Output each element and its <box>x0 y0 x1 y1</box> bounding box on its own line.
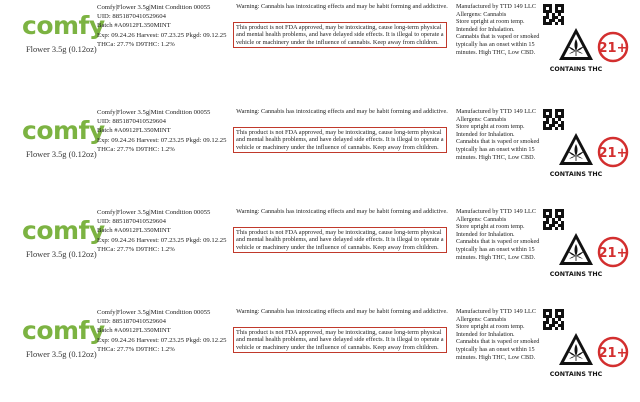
allergens-line: Allergens: Cannabis <box>456 10 507 18</box>
product-label <box>0 205 640 295</box>
product-label <box>0 0 640 90</box>
product-subtitle: Flower 3.5g (0.12oz) <box>26 350 97 359</box>
warning-heading: Warning: Cannabis has intoxicating effects and may be habit forming and addictive. <box>236 108 448 115</box>
dates-line: Exp: 09.24.26 Harvest: 07.23.25 Pkgd: 09.12.25 <box>97 31 227 39</box>
contains-thc-text: CONTAINS THC <box>549 171 603 178</box>
warning-box: This product is not FDA approved, may be intoxicating, cause long-term physical and mental health problems, and have delayed side effects. It is illegal to operate a vehicle or machinery under the influence of cannabis. Keep away from children. <box>233 127 447 153</box>
warning-box: This product is not FDA approved, may be intoxicating, cause long-term physical and mental health problems, and have delayed side effects. It is illegal to operate a vehicle or machinery under the influence of cannabis. Keep away from children. <box>233 22 447 48</box>
product-label <box>0 105 640 195</box>
intended-use-line: Intended for Inhalation. <box>456 230 515 238</box>
age-21-plus-icon <box>596 25 632 65</box>
onset-line-2: typically has an onset within 15 <box>456 40 535 48</box>
product-name-line: Comfy|Flower 3.5g|Mint Condition 00055 <box>97 4 211 11</box>
uid-line: UID: 8851870410529604 <box>97 218 166 226</box>
warning-heading: Warning: Cannabis has intoxicating effects and may be habit forming and addictive. <box>236 308 448 315</box>
onset-line-2: typically has an onset within 15 <box>456 245 535 253</box>
onset-line-2: typically has an onset within 15 <box>456 345 535 353</box>
manufacturer-line: Manufactured by TTD 149 LLC <box>456 308 536 315</box>
contains-thc-warning-icon <box>549 26 603 78</box>
storage-line: Store upright at room temp. <box>456 223 525 231</box>
contains-thc-text: CONTAINS THC <box>549 271 603 278</box>
manufacturer-info <box>456 108 548 161</box>
qr-module <box>561 22 564 25</box>
dates-line: Exp: 09.24.26 Harvest: 07.23.25 Pkgd: 09.12.25 <box>97 336 227 344</box>
manufacturer-info <box>456 3 548 56</box>
contains-thc-warning-icon <box>549 231 603 283</box>
qr-code-icon <box>543 309 564 330</box>
age-21-plus-icon <box>596 330 632 370</box>
onset-line-1: Cannabis that is vaped or smoked <box>456 338 540 346</box>
uid-line: UID: 8851870410529604 <box>97 118 166 126</box>
age-text: 21+ <box>598 146 628 161</box>
age-text: 21+ <box>598 41 628 56</box>
age-21-plus-icon <box>596 130 632 170</box>
uid-line: UID: 8851870410529604 <box>97 318 166 326</box>
storage-line: Store upright at room temp. <box>456 123 525 131</box>
qr-code-icon <box>543 209 564 230</box>
intended-use-line: Intended for Inhalation. <box>456 25 515 33</box>
contains-thc-warning-icon <box>549 131 603 183</box>
brand-logo: comfy <box>22 216 105 245</box>
contains-thc-text: CONTAINS THC <box>549 371 603 378</box>
onset-line-1: Cannabis that is vaped or smoked <box>456 138 540 146</box>
age-text: 21+ <box>598 246 628 261</box>
warning-heading: Warning: Cannabis has intoxicating effects and may be habit forming and addictive. <box>236 208 448 215</box>
manufacturer-info <box>456 308 548 361</box>
batch-line: Batch #A0912FL350MINT <box>97 227 171 235</box>
brand-logo: comfy <box>22 116 105 145</box>
dates-line: Exp: 09.24.26 Harvest: 07.23.25 Pkgd: 09.12.25 <box>97 236 227 244</box>
manufacturer-line: Manufactured by TTD 149 LLC <box>456 108 536 115</box>
qr-code-icon <box>543 109 564 130</box>
contains-thc-text: CONTAINS THC <box>549 66 603 73</box>
contains-thc-warning-icon <box>549 331 603 383</box>
batch-line: Batch #A0912FL350MINT <box>97 327 171 335</box>
product-label <box>0 305 640 395</box>
manufacturer-line: Manufactured by TTD 149 LLC <box>456 208 536 215</box>
product-info <box>97 108 247 154</box>
warning-heading: Warning: Cannabis has intoxicating effects and may be habit forming and addictive. <box>236 3 448 10</box>
product-subtitle: Flower 3.5g (0.12oz) <box>26 150 97 159</box>
brand-logo: comfy <box>22 11 105 40</box>
dates-line: Exp: 09.24.26 Harvest: 07.23.25 Pkgd: 09.12.25 <box>97 136 227 144</box>
onset-line-3: minutes. High THC, Low CBD. <box>456 48 536 56</box>
potency-line: THCa: 27.7% D9THC: 1.2% <box>97 245 175 253</box>
storage-line: Store upright at room temp. <box>456 18 525 26</box>
warning-box: This product is not FDA approved, may be intoxicating, cause long-term physical and mental health problems, and have delayed side effects. It is illegal to operate a vehicle or machinery under the influence of cannabis. Keep away from children. <box>233 227 447 253</box>
manufacturer-info <box>456 208 548 261</box>
onset-line-3: minutes. High THC, Low CBD. <box>456 253 536 261</box>
product-name-line: Comfy|Flower 3.5g|Mint Condition 00055 <box>97 309 211 316</box>
intended-use-line: Intended for Inhalation. <box>456 130 515 138</box>
product-info <box>97 208 247 254</box>
allergens-line: Allergens: Cannabis <box>456 215 507 223</box>
potency-line: THCa: 27.7% D9THC: 1.2% <box>97 345 175 353</box>
uid-line: UID: 8851870410529604 <box>97 13 166 21</box>
batch-line: Batch #A0912FL350MINT <box>97 22 171 30</box>
qr-module <box>561 227 564 230</box>
onset-line-3: minutes. High THC, Low CBD. <box>456 153 536 161</box>
storage-line: Store upright at room temp. <box>456 323 525 331</box>
allergens-line: Allergens: Cannabis <box>456 115 507 123</box>
product-subtitle: Flower 3.5g (0.12oz) <box>26 45 97 54</box>
potency-line: THCa: 27.7% D9THC: 1.2% <box>97 145 175 153</box>
onset-line-1: Cannabis that is vaped or smoked <box>456 238 540 246</box>
intended-use-line: Intended for Inhalation. <box>456 330 515 338</box>
qr-module <box>561 327 564 330</box>
product-name-line: Comfy|Flower 3.5g|Mint Condition 00055 <box>97 109 211 116</box>
allergens-line: Allergens: Cannabis <box>456 315 507 323</box>
onset-line-2: typically has an onset within 15 <box>456 145 535 153</box>
product-info <box>97 3 247 49</box>
potency-line: THCa: 27.7% D9THC: 1.2% <box>97 40 175 48</box>
manufacturer-line: Manufactured by TTD 149 LLC <box>456 3 536 10</box>
product-info <box>97 308 247 354</box>
product-subtitle: Flower 3.5g (0.12oz) <box>26 250 97 259</box>
qr-code-icon <box>543 4 564 25</box>
product-name-line: Comfy|Flower 3.5g|Mint Condition 00055 <box>97 209 211 216</box>
brand-logo: comfy <box>22 316 105 345</box>
qr-module <box>561 127 564 130</box>
warning-box: This product is not FDA approved, may be intoxicating, cause long-term physical and mental health problems, and have delayed side effects. It is illegal to operate a vehicle or machinery under the influence of cannabis. Keep away from children. <box>233 327 447 353</box>
batch-line: Batch #A0912FL350MINT <box>97 127 171 135</box>
onset-line-1: Cannabis that is vaped or smoked <box>456 33 540 41</box>
onset-line-3: minutes. High THC, Low CBD. <box>456 353 536 361</box>
age-21-plus-icon <box>596 230 632 270</box>
age-text: 21+ <box>598 346 628 361</box>
